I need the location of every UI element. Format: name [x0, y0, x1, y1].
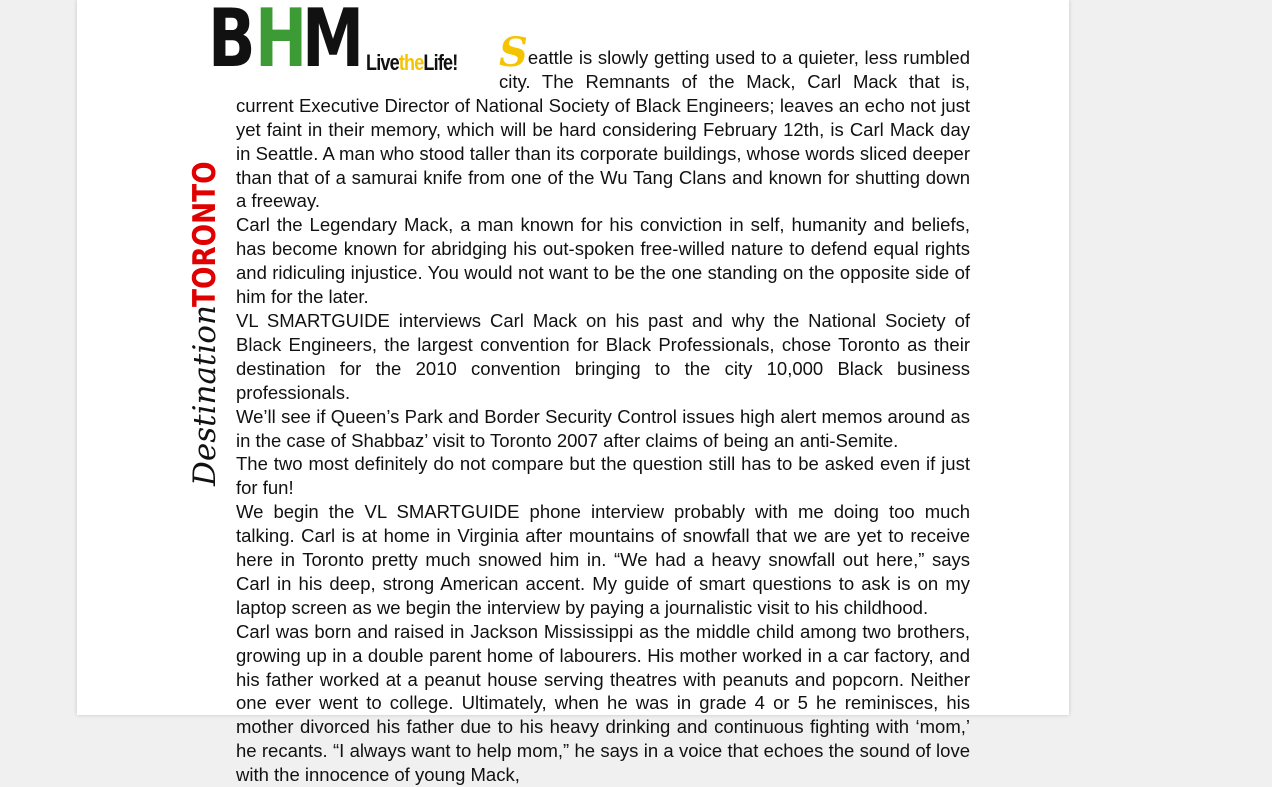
tagline-live: Live	[366, 50, 399, 75]
section-title-destination: Destination	[187, 305, 223, 486]
paragraph-1-text: eattle is slowly getting used to a quieter, less rumbled city. The Remnants of the Mack, Carl Mack that is, current Executive Director of National Society of Black Engineers; leaves an echo not just yet faint in their memory, which will be hard considering February 12th, is Carl Mack day in Seattle. A man who stood taller than its corporate buildings, whose words sliced deeper than that of a samurai knife from one of the Wu Tang Clans and known for shutting down a freeway.	[236, 47, 970, 212]
vertical-section-title	[187, 136, 223, 486]
section-title-city: TORONTO	[187, 161, 223, 308]
article-paragraph-5: The two most definitely do not compare but the question still has to be asked even if just for fun!	[236, 453, 970, 499]
article-paragraph-7: Carl was born and raised in Jackson Mississippi as the middle child among two brothers, growing up in a double parent home of labourers. His mother worked in a car factory, and his father worked at a peanut house serving theatres with peanuts and popcorn. Neither one ever went to college. Ultimately, when he was in grade 4 or 5 he reminisces, his mother divorced his father due to his heavy drinking and continuous fighting with ‘mom,’ he recants. “I always want to help mom,” he says in a voice that echoes the sound of love with the innocence of young Mack,	[236, 620, 970, 786]
logo-letter-h: H	[255, 0, 308, 85]
logo-spacer	[236, 43, 499, 91]
tagline-life: Life!	[423, 50, 458, 75]
article-paragraph-6: We begin the VL SMARTGUIDE phone interview probably with me doing too much talking. Carl is at home in Virginia after mountains of snowfall that we are yet to receive here in Toronto pretty much snowed him in. “We had a heavy snowfall out here,” says Carl in his deep, strong American accent. My guide of smart questions to ask is on my laptop screen as we begin the interview by paying a journalistic visit to his childhood.	[236, 501, 970, 618]
article-paragraph-2: Carl the Legendary Mack, a man known for his conviction in self, humanity and beliefs, has become known for abridging his out-spoken free-willed nature to defend equal rights and ridiculing injustice. You would not want to be the one standing on the opposite side of him for the later.	[236, 214, 970, 308]
tagline-the: the	[398, 50, 424, 75]
document-page	[77, 0, 1069, 786]
article-paragraph-4: We’ll see if Queen’s Park and Border Security Control issues high alert memos around as in the case of Shabbaz’ visit to Toronto 2007 after claims of being an anti-Semite.	[236, 405, 970, 451]
article-paragraph-3: VL SMARTGUIDE interviews Carl Mack on his past and why the National Society of Black Engineers, the largest convention for Black Professionals, chose Toronto as their destination for the 2010 convention bringing to the city 10,000 Black business professionals.	[236, 309, 970, 403]
article-body	[236, 29, 970, 787]
drop-cap: S	[499, 29, 528, 76]
logo-letter-b: B	[208, 0, 256, 85]
logo-letter-m: M	[302, 0, 365, 85]
